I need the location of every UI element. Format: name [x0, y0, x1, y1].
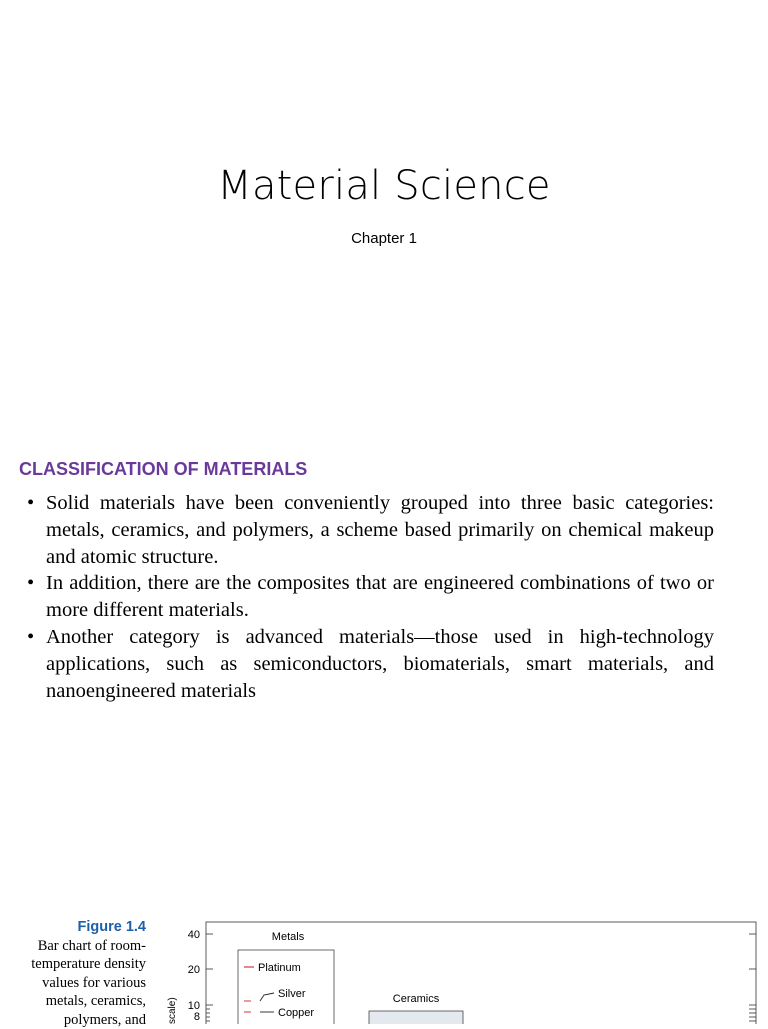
title-slide — [0, 0, 768, 440]
bullet-dot-icon: • — [27, 572, 35, 595]
left-axis-ticks — [206, 934, 213, 1021]
y-tick-label: 10 — [187, 1000, 200, 1012]
caption-line: temperature density — [31, 956, 146, 972]
bullet-item — [24, 490, 714, 570]
bullet-text: Another category is advanced materials—those used in high-technology applications, such as semiconductors, biomaterials, smart materials, and nanoengineered materials — [46, 625, 714, 702]
bullet-text: In addition, there are the composites that are engineered combinations of two or more different materials. — [46, 572, 714, 622]
platinum-label: Platinum — [258, 962, 301, 974]
copper-label: Copper — [278, 1007, 315, 1019]
bullet-dot-icon: • — [27, 492, 35, 514]
y-tick-label: 40 — [187, 929, 200, 941]
ceramics-group-label: Ceramics — [392, 993, 440, 1005]
bullet-item — [24, 624, 714, 704]
bullet-item — [24, 570, 714, 624]
ceramics-group-box — [369, 1011, 463, 1024]
bullet-dot-icon: • — [27, 625, 35, 648]
y-axis-label: scale) — [167, 997, 178, 1024]
caption-line: values for various — [42, 974, 146, 991]
figure-caption — [0, 918, 146, 1029]
slide-title: Material Science — [217, 163, 551, 209]
caption-line: metals, ceramics, — [45, 993, 146, 1009]
y-tick-label: 20 — [187, 964, 200, 976]
figure-number: Figure 1.4 — [77, 919, 146, 935]
metals-group-label: Metals — [271, 931, 305, 943]
caption-line: polymers, and — [63, 1011, 146, 1028]
bullet-text: Solid materials have been conveniently grouped into three basic categories: metals, ceramics, and polymers, a scheme based primarily on chemical makeup and atomic structure. — [46, 492, 714, 568]
section-heading: CLASSIFICATION OF MATERIALS — [19, 459, 308, 479]
right-axis-ticks — [749, 934, 756, 1021]
y-tick-label: 8 — [193, 1011, 200, 1023]
silver-label: Silver — [278, 988, 306, 1000]
density-bar-chart — [150, 912, 768, 1024]
bullet-list — [24, 490, 714, 704]
caption-line: Bar chart of room- — [37, 937, 146, 954]
slide-subtitle: Chapter 1 — [351, 230, 417, 247]
